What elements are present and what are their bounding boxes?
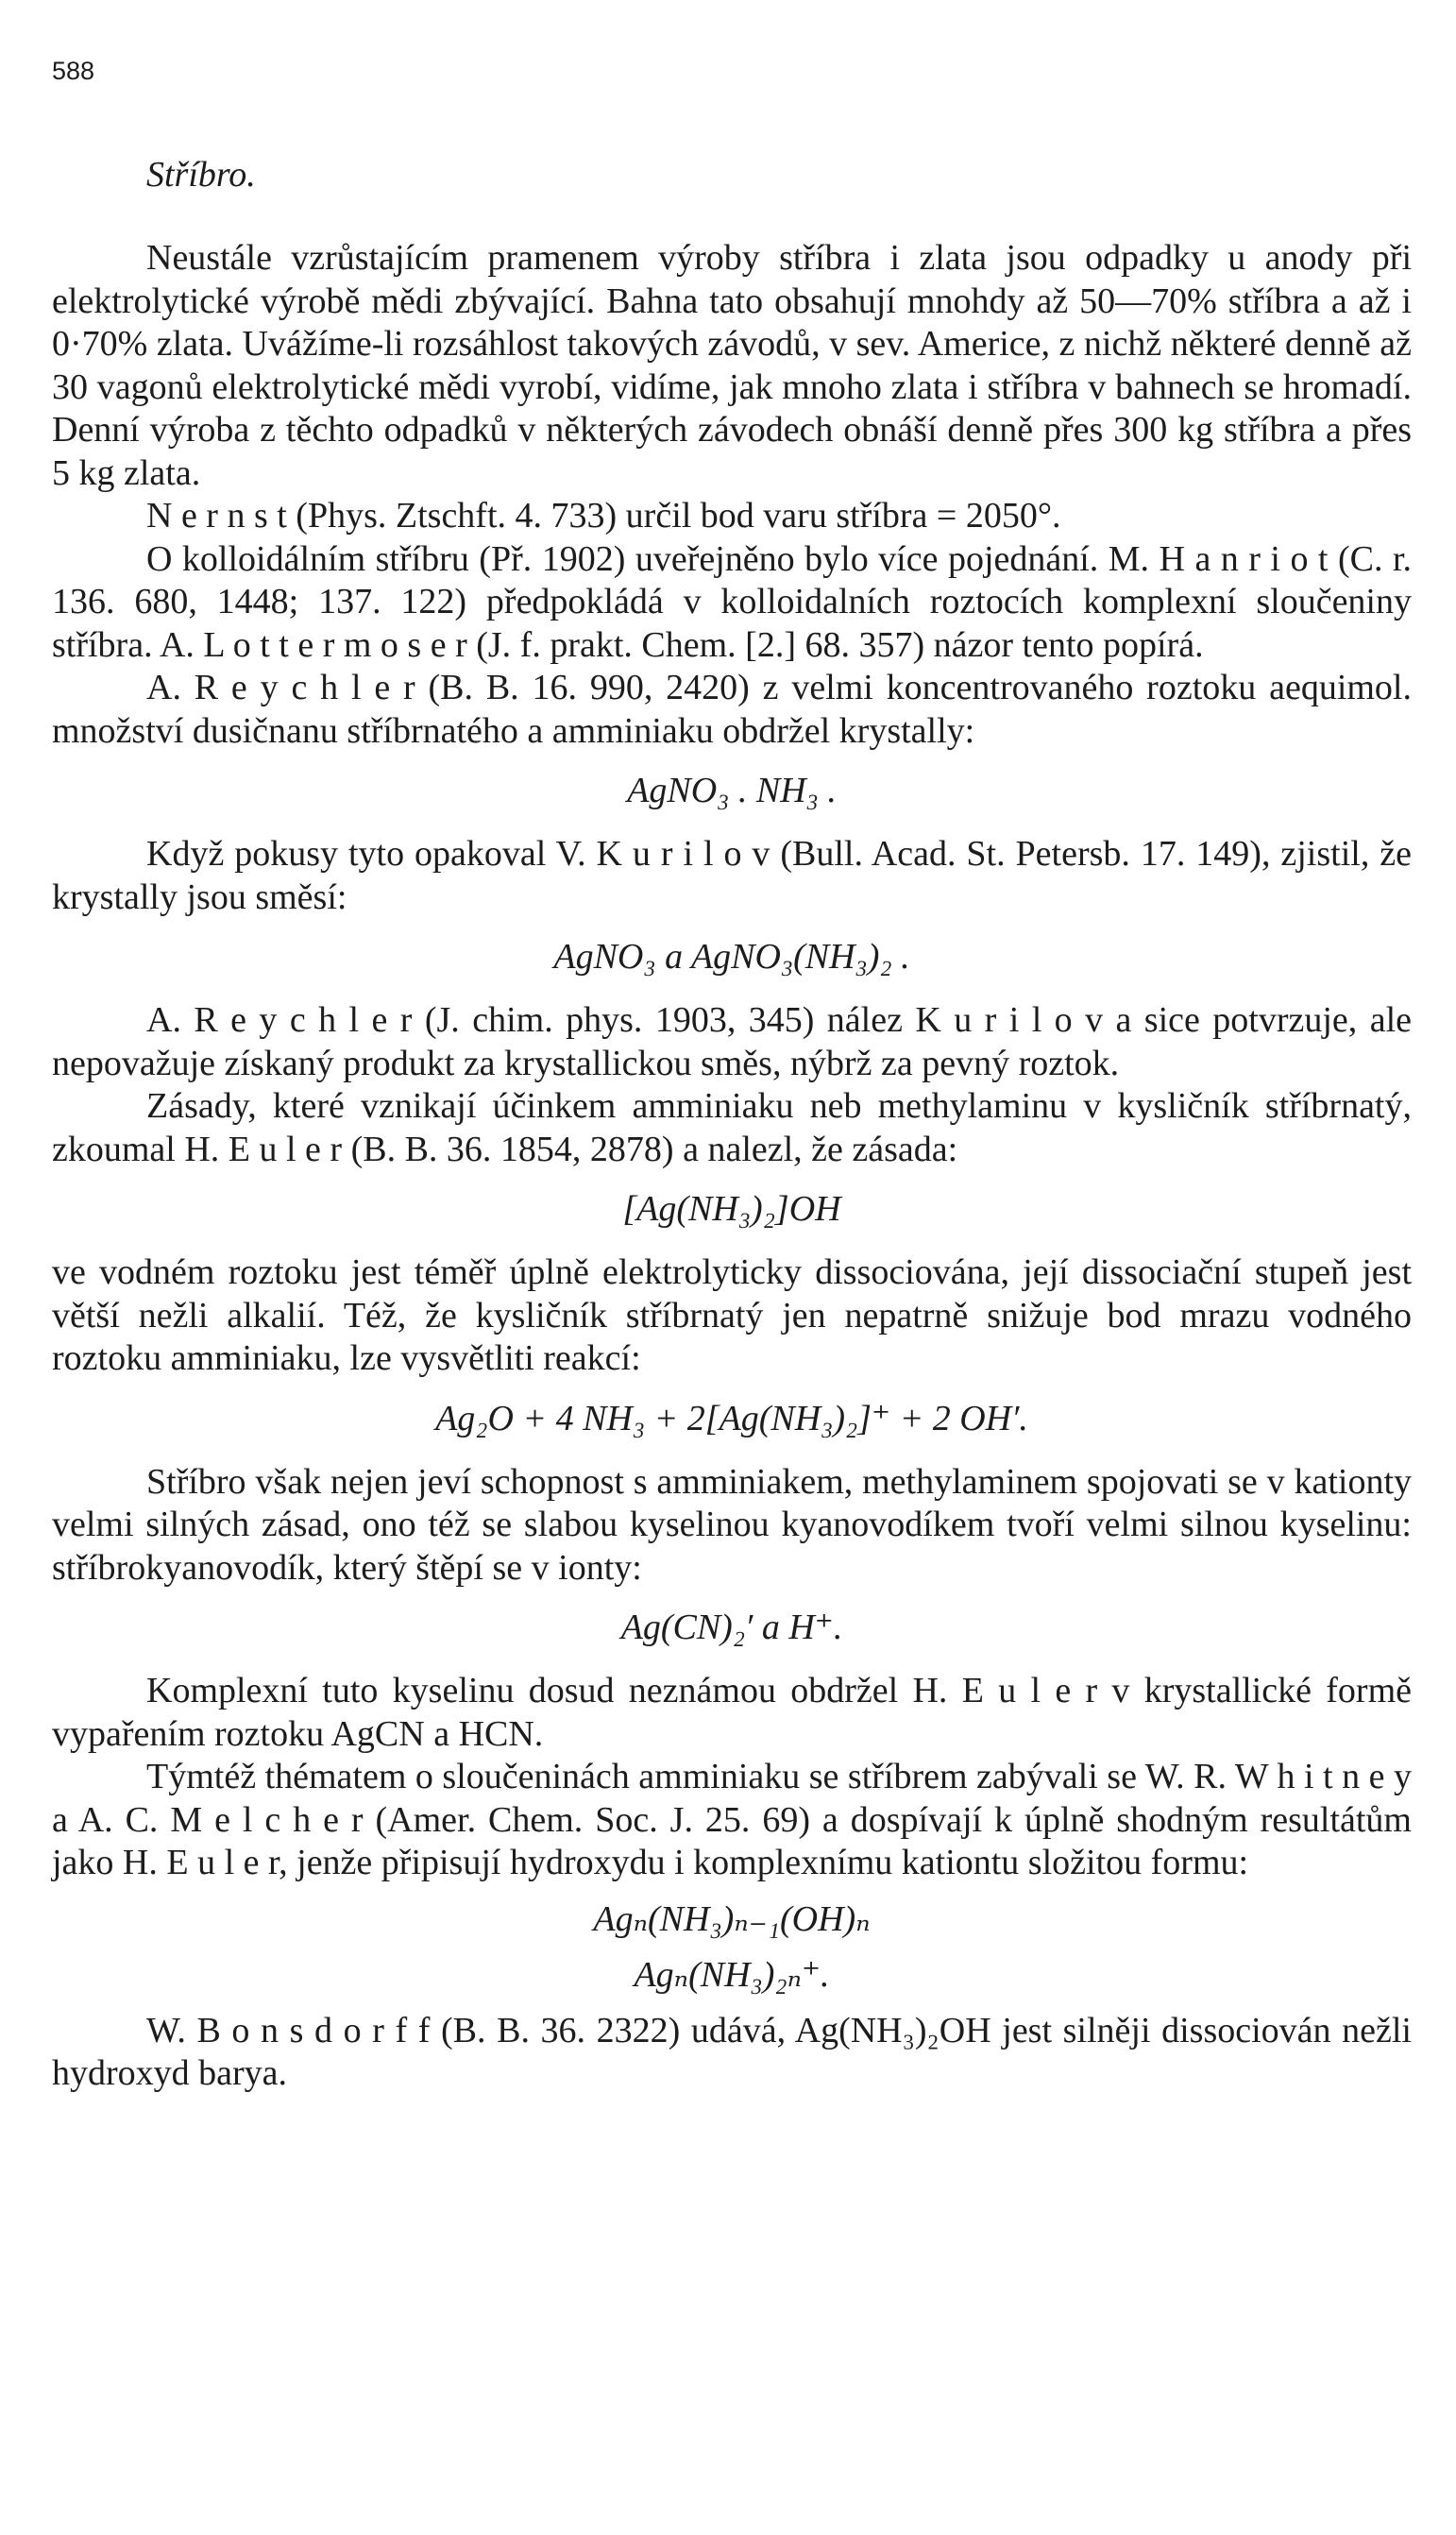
formula-4: Ag₂O + 4 NH₃ + 2[Ag(NH₃)₂]⁺ + 2 OH′. [435, 1398, 1028, 1438]
paragraph-complex-acid: Komplexní tuto kyselinu dosud neznámou obdržel H. E u l e r v krystallické formě vypařením roztoku AgCN a HCN. [52, 1671, 1412, 1754]
formula-2: AgNO₃ a AgNO₃(NH₃)₂ . [553, 937, 910, 977]
formula-6: Agₙ(NH₃)ₙ₋₁(OH)ₙ [593, 1898, 871, 1939]
formula-3: [Ag(NH₃)₂]OH [622, 1189, 841, 1229]
paragraph-intro: Neustále vzrůstajícím pramenem výroby stříbra i zlata jsou odpadky u anody při elektrolytické výrobě mědi zbývající. Bahna tato obsahují mnohdy až 50—70% stříbra a až i 0·70% zlata. Uvážíme-li rozsáhlost takových závodů, v sev. Americe, z nichž některé denně až 30 vagonů elektrolytické mědi vyrobí, vidíme, jak mnoho zlata i stříbra v bahnech se hromadí. Denní výroba z těchto odpadků v některých závodech obnáší denně přes 300 kg stříbra a přes 5 kg zlata. [52, 238, 1412, 493]
paragraph-euler: Zásady, které vznikají účinkem amminiaku neb methylaminu v kysličník stříbrnatý, zkoumal H. E u l e r (B. B. 36. 1854, 2878) a nalezl, že zásada: [52, 1086, 1412, 1169]
formula-1: AgNO₃ . NH₃ . [627, 771, 837, 810]
paragraph-nernst: N e r n s t (Phys. Ztschft. 4. 733) určil bod varu stříbra = 2050°. [146, 496, 1061, 536]
paragraph-dissociation: ve vodném roztoku jest téměř úplně elektrolyticky dissociována, její dissociační stupeň jest větší nežli alkalií. Též, že kysličník stříbrnatý jen nepatrně snižuje bod mrazu vodného roztoku amminiaku, lze vysvětliti reakcí: [52, 1252, 1412, 1378]
paragraph-bonsdorff: W. B o n s d o r f f (B. B. 36. 2322) udává, Ag(NH₃)₂OH jest silněji dissociován nežli hydroxyd barya. [52, 2010, 1412, 2093]
paragraph-reychler-2: A. R e y c h l e r (J. chim. phys. 1903, 345) nález K u r i l o v a sice potvrzuje, ale nepovažuje získaný produkt za krystallickou směs, nýbrž za pevný roztok. [52, 1000, 1412, 1083]
formula-7: Agₙ(NH₃)₂ₙ⁺. [634, 1954, 830, 1995]
paragraph-reychler: A. R e y c h l e r (B. B. 16. 990, 2420) z velmi koncentrovaného roztoku aequimol. množství dusičnanu stříbrnatého a amminiaku obdržel krystally: [52, 668, 1412, 751]
formula-5: Ag(CN)₂′ a H⁺. [620, 1608, 843, 1647]
paragraph-colloidal: O kolloidálním stříbru (Př. 1902) uveřejněno bylo více pojednání. M. H a n r i o t (C. r. 136. 680, 1448; 137. 122) předpokládá v kolloidalních roztocích komplexní sloučeniny stříbra. A. L o t t e r m o s e r (J. f. prakt. Chem. [2.] 68. 357) názor tento popírá. [52, 538, 1412, 665]
paragraph-cyanide: Stříbro však nejen jeví schopnost s amminiakem, methylaminem spojovati se v kationty velmi silných zásad, ono též se slabou kyselinou kyanovodíkem tvoří velmi silnou kyselinu: stříbrokyanovodík, který štěpí se v ionty: [52, 1461, 1412, 1588]
section-title: Stříbro. [146, 155, 256, 195]
page-number: 588 [52, 57, 95, 85]
document-page [52, 57, 1412, 2096]
paragraph-kurilov: Když pokusy tyto opakoval V. K u r i l o v (Bull. Acad. St. Petersb. 17. 149), zjistil, že krystally jsou směsí: [52, 834, 1412, 917]
paragraph-whitney: Týmtéž thématem o sloučeninách amminiaku se stříbrem zabývali se W. R. W h i t n e y a A. C. M e l c h e r (Amer. Chem. Soc. J. 25. 69) a dospívají k úplně shodným resultátům jako H. E u l e r, jenže připisují hydroxydu i komplexnímu kationtu složitou formu: [52, 1757, 1412, 1882]
